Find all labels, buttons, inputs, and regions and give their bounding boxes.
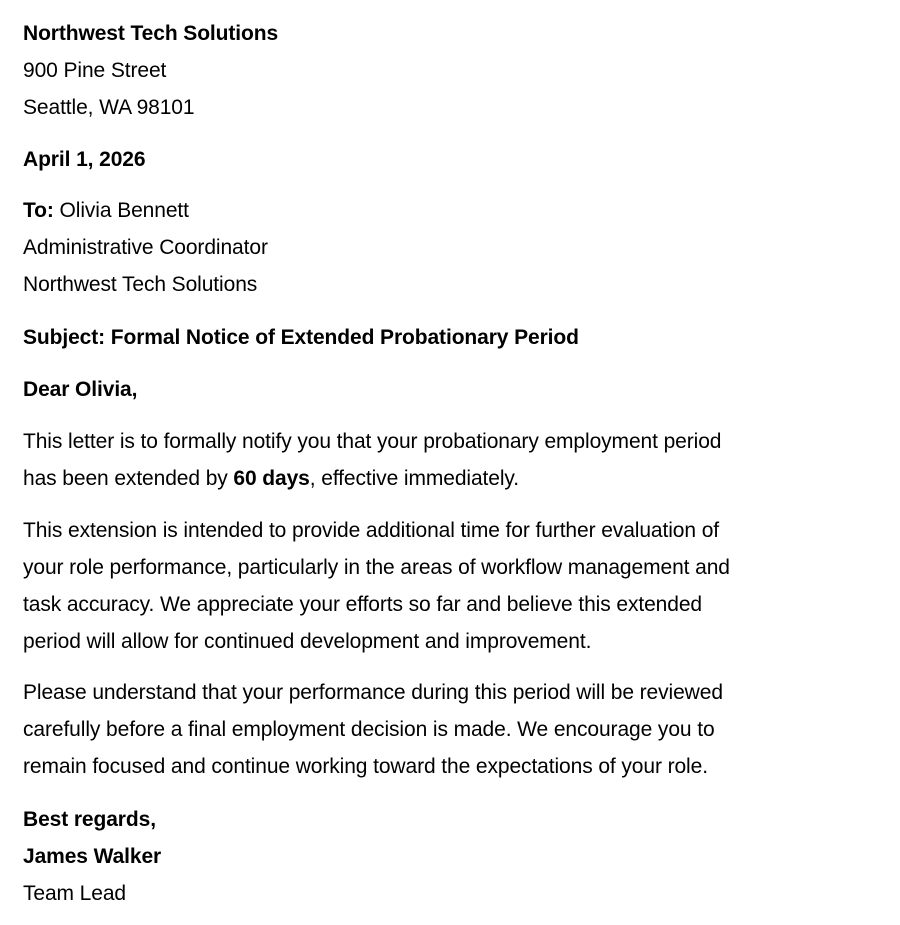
extension-duration: 60 days: [233, 467, 310, 490]
paragraph-1-line-2-after: , effective immediately.: [309, 467, 520, 490]
recipient-to-line: [23, 192, 860, 229]
paragraph-3-line-1: Please understand that your performance during this period will be reviewed: [23, 681, 723, 704]
signer-name: James Walker: [23, 845, 162, 868]
recipient-company: Northwest Tech Solutions: [23, 273, 258, 296]
salutation-block: [23, 371, 860, 408]
subject-line: Subject: Formal Notice of Extended Probationary Period: [23, 326, 579, 349]
sender-street: 900 Pine Street: [23, 59, 167, 82]
paragraph-1-line-1: This letter is to formally notify you that your probationary employment period: [23, 430, 722, 453]
sign-off: Best regards,: [23, 808, 156, 831]
body-paragraph-2: [23, 512, 860, 660]
recipient-name: Olivia Bennett: [59, 199, 189, 222]
paragraph-2-line-1: This extension is intended to provide additional time for further evaluation of: [23, 519, 720, 542]
paragraph-2-line-4: period will allow for continued development and improvement.: [23, 630, 592, 653]
paragraph-3-line-2: carefully before a final employment decision is made. We encourage you to: [23, 718, 715, 741]
closing-block: [23, 801, 860, 912]
body-paragraph-3: [23, 674, 860, 785]
signer-title: Team Lead: [23, 882, 127, 905]
sender-city-state-zip: Seattle, WA 98101: [23, 96, 195, 119]
paragraph-1-line-2-before: has been extended by: [23, 467, 234, 490]
paragraph-2-line-3: task accuracy. We appreciate your efforts so far and believe this extended: [23, 593, 702, 616]
sender-address-block: [23, 15, 860, 126]
date-block: [23, 141, 860, 178]
subject-block: [23, 319, 860, 356]
recipient-block: [23, 192, 860, 303]
recipient-title: Administrative Coordinator: [23, 236, 268, 259]
paragraph-3-line-3: remain focused and continue working toward the expectations of your role.: [23, 755, 708, 778]
paragraph-1-line-2: [23, 460, 860, 497]
body-paragraph-1: [23, 423, 860, 497]
to-label: To:: [23, 199, 54, 222]
salutation: Dear Olivia,: [23, 378, 138, 401]
paragraph-2-line-2: your role performance, particularly in the areas of workflow management and: [23, 556, 730, 579]
sender-company: Northwest Tech Solutions: [23, 22, 279, 45]
letter-date: April 1, 2026: [23, 148, 146, 171]
